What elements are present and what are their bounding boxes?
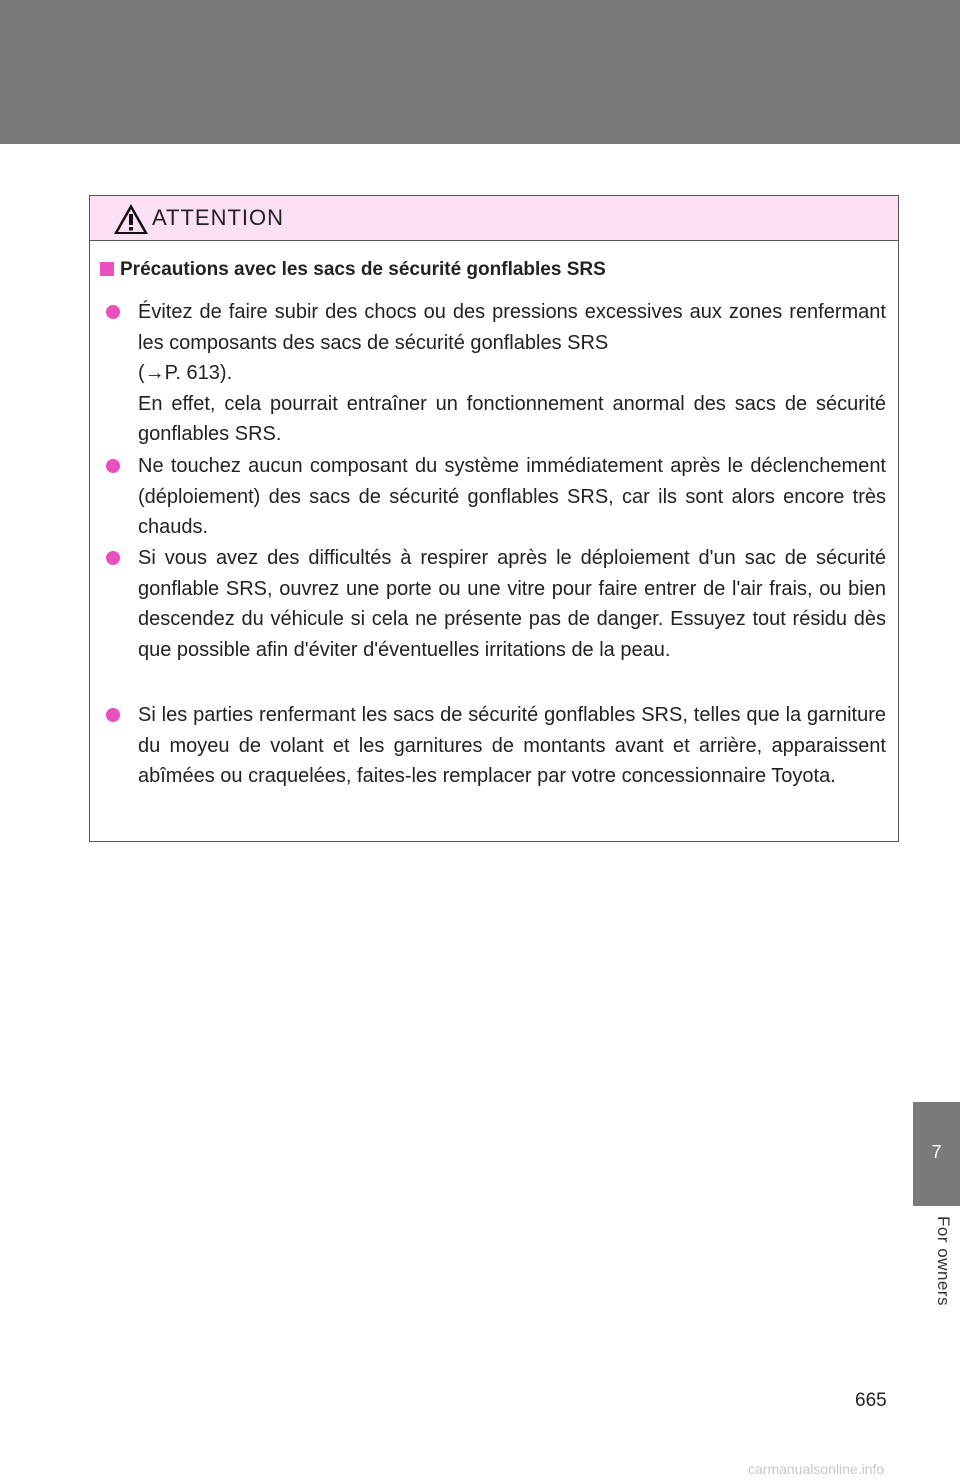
list-item: Évitez de faire subir des chocs ou des pressions excessives aux zones renfermant les composants des sacs de sécurité gonflables SRS (→P. 613). En effet, cela pourrait entraîner un fonctionnement anormal des sacs de sécurité gonflables SRS. xyxy=(106,297,886,450)
bullet-text: Évitez de faire subir des chocs ou des pressions excessives aux zones renfermant les composants des sacs de sécurité gonflables SRS xyxy=(138,301,886,354)
warning-triangle-icon xyxy=(113,203,149,235)
chapter-number: 7 xyxy=(931,1142,942,1162)
square-bullet-icon xyxy=(100,262,114,276)
bullet-dot-icon xyxy=(106,459,120,473)
bullet-text: Ne touchez aucun composant du système immédiatement après le déclenchement (déploiement) des sacs de sécurité gonflables SRS, car ils sont alors encore très chauds. xyxy=(138,455,886,538)
attention-title: ATTENTION xyxy=(152,205,285,230)
section-title xyxy=(100,259,606,281)
section-title-text: Précautions avec les sacs de sécurité gonflables SRS xyxy=(120,259,606,280)
list-item xyxy=(106,700,886,792)
list-item xyxy=(106,543,886,665)
arrow-icon: → xyxy=(144,362,165,384)
page-reference: P. 613). xyxy=(164,362,233,384)
bullet-dot-icon xyxy=(106,708,120,722)
bullet-dot-icon xyxy=(106,551,120,565)
list-item xyxy=(106,451,886,543)
header-band xyxy=(0,0,960,144)
chapter-label xyxy=(913,1206,960,1331)
bullet-text: En effet, cela pourrait entraîner un fonctionnement anormal des sacs de sécurité gonflables SRS. xyxy=(138,392,886,445)
attention-box xyxy=(89,195,899,842)
bullet-dot-icon xyxy=(106,305,120,319)
bullet-text: Si les parties renfermant les sacs de sécurité gonflables SRS, telles que la garniture du moyeu de volant et les garnitures de montants avant et arrière, apparaissent abîmées ou craquelées, faites-les remplacer par votre concessionnaire Toyota. xyxy=(138,704,886,787)
attention-header xyxy=(90,196,898,241)
chapter-label-text: For owners xyxy=(934,1216,953,1307)
chapter-tab xyxy=(913,1102,960,1206)
page-number: 665 xyxy=(855,1390,887,1411)
bullet-text: Si vous avez des difficultés à respirer après le déploiement d'un sac de sécurité gonflable SRS, ouvrez une porte ou une vitre pour faire entrer de l'air frais, ou bien descendez du véhicule si cela ne présente pas de danger. Essuyez tout résidu dès que possible afin d'éviter d'éventuelles irritations de la peau. xyxy=(138,547,886,661)
watermark: carmanualsonline.info xyxy=(748,1461,885,1477)
